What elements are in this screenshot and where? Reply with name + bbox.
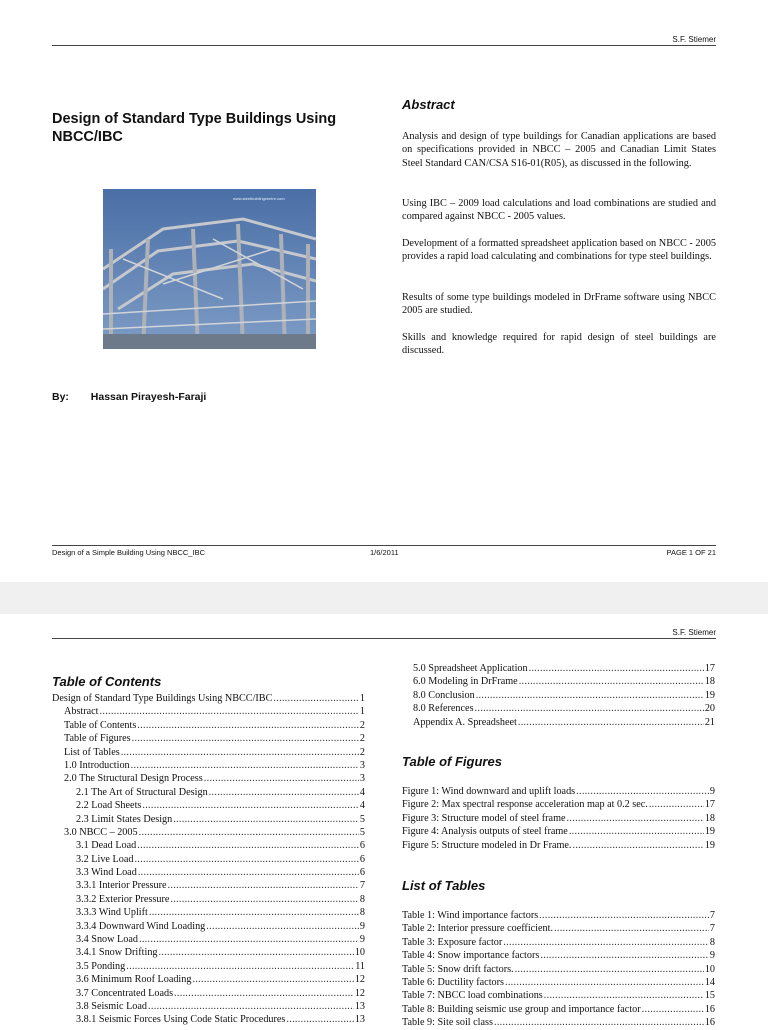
- dot-leader: [476, 689, 704, 702]
- toc-entry-title: Table of Contents: [64, 719, 137, 731]
- figure-entry-page-number: 17: [704, 799, 715, 811]
- figure-entry[interactable]: [402, 812, 715, 825]
- table-entry-title: Table 5: Snow drift factors.: [402, 963, 514, 975]
- toc-entry[interactable]: [52, 813, 365, 826]
- toc-entry-title: 2.3 Limit States Design: [76, 813, 173, 825]
- toc-heading: Table of Contents: [52, 674, 162, 689]
- table-entry[interactable]: [402, 909, 715, 922]
- table-entry-page-number: 15: [704, 990, 715, 1002]
- dot-leader: [576, 785, 709, 798]
- toc-entry-title: 5.0 Spreadsheet Application: [413, 663, 528, 674]
- figures-heading: Table of Figures: [402, 754, 502, 769]
- table-entry-title: Table 7: NBCC load combinations: [402, 990, 543, 1002]
- table-entry-page-number: 7: [709, 923, 715, 935]
- byline: [52, 391, 206, 403]
- abstract-paragraph-4: Results of some type buildings modeled in DrFrame software using NBCC 2005 are studied.: [402, 292, 716, 317]
- dot-leader: [273, 692, 359, 705]
- toc-entry[interactable]: [52, 692, 365, 705]
- figure-entry[interactable]: [402, 825, 715, 838]
- toc-entry-page-number: 3: [359, 759, 365, 771]
- dot-leader: [567, 812, 704, 825]
- table-entry[interactable]: [402, 989, 715, 1002]
- table-entry-title: Table 3: Exposure factor: [402, 936, 503, 948]
- toc-entry-page-number: 9: [359, 934, 365, 946]
- toc-entry-title: Appendix A. Spreadsheet: [413, 716, 517, 728]
- toc-entry-page-number: 3: [359, 773, 365, 785]
- by-label: By:: [52, 391, 69, 403]
- figure-entry[interactable]: [402, 785, 715, 798]
- toc-entry-page-number: 5: [359, 813, 365, 825]
- photo-watermark: www.steelbuildingcentre.com: [233, 196, 285, 201]
- abstract-heading: Abstract: [402, 97, 455, 112]
- toc-entry[interactable]: [52, 772, 365, 785]
- toc-entry-page-number: 20: [704, 703, 715, 715]
- toc-entry[interactable]: [52, 879, 365, 892]
- table-entry-page-number: 14: [704, 976, 715, 988]
- dot-leader: [132, 732, 359, 745]
- figure-entry-title: Figure 3: Structure model of steel frame: [402, 812, 566, 824]
- dot-leader: [204, 772, 359, 785]
- toc-entry[interactable]: [52, 839, 365, 852]
- toc-entry-page-number: 11: [355, 960, 365, 972]
- dot-leader: [159, 946, 354, 959]
- table-entry[interactable]: [402, 936, 715, 949]
- toc-entry[interactable]: [52, 759, 365, 772]
- toc-entry-page-number: 12: [354, 974, 365, 986]
- toc-entry[interactable]: [413, 716, 715, 729]
- table-entry-page-number: 16: [704, 1017, 715, 1029]
- abstract-paragraph-3: Development of a formatted spreadsheet application based on NBCC - 2005 provides a rapid load calculating and combinations for type steel buildings.: [402, 238, 716, 263]
- dot-leader: [518, 716, 704, 729]
- toc-entry-title: Design of Standard Type Buildings Using NBCC/IBC: [52, 693, 273, 704]
- abstract-paragraph-2: Using IBC – 2009 load calculations and load combinations are studied and compared against NBCC - 2005 values.: [402, 198, 716, 223]
- toc-entry-title: 3.2 Live Load: [76, 853, 134, 865]
- toc-entry-title: 3.6 Minimum Roof Loading: [76, 974, 192, 986]
- header-rule: [52, 45, 716, 46]
- table-entry-page-number: 7: [709, 910, 715, 921]
- toc-entry-title: 8.0 References: [413, 703, 474, 715]
- toc-entry-title: 1.0 Introduction: [64, 759, 130, 771]
- toc-list: [52, 692, 365, 1027]
- toc-entry-title: 2.2 Load Sheets: [76, 800, 142, 812]
- toc-entry-title: 3.8 Seismic Load: [76, 1000, 148, 1012]
- toc-entry[interactable]: [52, 933, 365, 946]
- toc-entry-title: 3.3.3 Wind Uplift: [76, 907, 148, 919]
- table-entry[interactable]: [402, 976, 715, 989]
- dot-leader: [139, 933, 359, 946]
- header-author-2: S.F. Stiemer: [672, 628, 716, 637]
- dot-leader: [554, 922, 709, 935]
- table-entry-page-number: 16: [704, 1003, 715, 1015]
- figure-entry-page-number: 19: [704, 839, 715, 851]
- abstract-paragraph-1: Analysis and design of type buildings for Canadian applications are based on specifications provided in NBCC – 2005 and Canadian Limit States Steel Standard CAN/CSA S16-01(R05), as discussed in the following.: [402, 131, 716, 169]
- tables-list: [402, 909, 715, 1030]
- toc-entry-page-number: 1: [359, 693, 365, 704]
- toc-entry-page-number: 17: [704, 663, 715, 674]
- toc-entry-title: 3.3.1 Interior Pressure: [76, 880, 167, 892]
- toc-entry[interactable]: [52, 1000, 365, 1013]
- toc-entry-title: 3.4.1 Snow Drifting: [76, 947, 158, 959]
- toc-entry-page-number: 6: [359, 840, 365, 852]
- dot-leader: [170, 893, 359, 906]
- dot-leader: [539, 909, 709, 922]
- figure-entry-page-number: 9: [709, 786, 715, 797]
- dot-leader: [540, 949, 709, 962]
- table-entry-title: Table 9: Site soil class: [402, 1017, 493, 1029]
- dot-leader: [148, 1000, 354, 1013]
- toc-entry-page-number: 8: [359, 907, 365, 919]
- figure-entry-page-number: 18: [704, 812, 715, 824]
- toc-entry[interactable]: [52, 719, 365, 732]
- table-entry[interactable]: [402, 949, 715, 962]
- dot-leader: [505, 976, 704, 989]
- header-author: S.F. Stiemer: [672, 35, 716, 44]
- toc-entry[interactable]: [52, 786, 365, 799]
- dot-leader: [168, 879, 359, 892]
- dot-leader: [139, 826, 359, 839]
- building-photo: [103, 189, 316, 349]
- toc-entry-page-number: 7: [359, 880, 365, 892]
- toc-entry-page-number: 13: [354, 1000, 365, 1012]
- toc-entry[interactable]: [52, 973, 365, 986]
- figure-entry-title: Figure 5: Structure modeled in Dr Frame.: [402, 839, 572, 851]
- dot-leader: [286, 1013, 353, 1026]
- dot-leader: [131, 759, 359, 772]
- toc-entry[interactable]: [413, 675, 715, 688]
- toc-entry-page-number: 10: [354, 947, 365, 959]
- toc-entry-title: Abstract: [64, 706, 99, 718]
- footer-date: 1/6/2011: [370, 548, 399, 557]
- toc-entry-title: 3.4 Snow Load: [76, 934, 138, 946]
- dot-leader: [126, 960, 354, 973]
- toc-entry[interactable]: [52, 732, 365, 745]
- table-entry-page-number: 8: [709, 936, 715, 948]
- toc-entry-title: 3.3.2 Exterior Pressure: [76, 893, 170, 905]
- dot-leader: [649, 798, 704, 811]
- table-entry-title: Table 1: Wind importance factors: [402, 910, 539, 921]
- author-name: Hassan Pirayesh-Faraji: [90, 391, 207, 403]
- dot-leader: [142, 799, 359, 812]
- toc-entry-page-number: 18: [704, 676, 715, 688]
- toc-entry-title: Table of Figures: [64, 733, 131, 745]
- dot-leader: [134, 853, 358, 866]
- toc-entry-title: 3.8.1 Seismic Forces Using Code Static Procedures: [76, 1014, 286, 1026]
- toc-entry[interactable]: [52, 866, 365, 879]
- dot-leader: [515, 963, 704, 976]
- toc-entry-page-number: 9: [359, 920, 365, 932]
- toc-entry-page-number: 4: [359, 786, 365, 798]
- table-entry-page-number: 10: [704, 963, 715, 975]
- dot-leader: [100, 705, 359, 718]
- steel-frame-image: [103, 189, 316, 349]
- toc-entry[interactable]: [52, 1013, 365, 1026]
- header-rule-2: [52, 638, 716, 639]
- figure-entry-page-number: 19: [704, 826, 715, 838]
- table-entry-title: Table 2: Interior pressure coefficient.: [402, 923, 553, 935]
- figure-entry[interactable]: [402, 798, 715, 811]
- toc-entry[interactable]: [413, 662, 715, 675]
- toc-entry-page-number: 19: [704, 689, 715, 701]
- footer-rule: [52, 545, 716, 546]
- toc-entry-page-number: 12: [354, 987, 365, 999]
- dot-leader: [519, 675, 704, 688]
- toc-entry[interactable]: [52, 853, 365, 866]
- toc-entry[interactable]: [52, 826, 365, 839]
- toc-entry-title: 3.5 Ponding: [76, 960, 126, 972]
- toc-entry[interactable]: [52, 746, 365, 759]
- dot-leader: [209, 786, 359, 799]
- dot-leader: [544, 989, 704, 1002]
- toc-entry-page-number: 13: [354, 1014, 365, 1026]
- toc-entry-page-number: 4: [359, 800, 365, 812]
- abstract-paragraph-5: Skills and knowledge required for rapid design of steel buildings are discussed.: [402, 332, 716, 357]
- dot-leader: [173, 813, 359, 826]
- toc-entry-title: 2.0 The Structural Design Process: [64, 773, 203, 785]
- table-entry[interactable]: [402, 963, 715, 976]
- toc-entry[interactable]: [52, 799, 365, 812]
- toc-entry-page-number: 1: [359, 706, 365, 718]
- dot-leader: [137, 719, 359, 732]
- toc-entry[interactable]: [413, 689, 715, 702]
- table-entry[interactable]: [402, 922, 715, 935]
- dot-leader: [572, 839, 703, 852]
- toc-entry[interactable]: [52, 946, 365, 959]
- table-entry-page-number: 9: [709, 950, 715, 962]
- dot-leader: [503, 936, 709, 949]
- dot-leader: [138, 866, 359, 879]
- toc-entry-page-number: 2: [359, 719, 365, 731]
- figure-entry-title: Figure 1: Wind downward and uplift loads: [402, 786, 576, 797]
- toc-entry-title: 6.0 Modeling in DrFrame: [413, 676, 518, 688]
- table-entry[interactable]: [402, 1016, 715, 1029]
- toc-entry[interactable]: [52, 987, 365, 1000]
- toc-entry[interactable]: [52, 705, 365, 718]
- dot-leader: [494, 1016, 704, 1029]
- dot-leader: [642, 1003, 704, 1016]
- figure-entry-title: Figure 2: Max spectral response acceleration map at 0.2 sec.: [402, 799, 648, 811]
- dot-leader: [475, 702, 704, 715]
- table-entry[interactable]: [402, 1003, 715, 1016]
- dot-leader: [529, 662, 704, 675]
- toc-entry-page-number: 6: [359, 867, 365, 879]
- dot-leader: [192, 973, 353, 986]
- toc-entry[interactable]: [52, 960, 365, 973]
- dot-leader: [137, 839, 359, 852]
- toc-entry-page-number: 2: [359, 746, 365, 758]
- toc-entry-page-number: 21: [704, 716, 715, 728]
- document-title: Design of Standard Type Buildings Using NBCC/IBC: [52, 111, 337, 145]
- toc-entry-title: 3.1 Dead Load: [76, 840, 137, 852]
- toc-entry-title: List of Tables: [64, 746, 120, 758]
- toc-entry-page-number: 8: [359, 893, 365, 905]
- dot-leader: [206, 920, 359, 933]
- toc-entry[interactable]: [52, 920, 365, 933]
- toc-entry-title: 3.7 Concentrated Loads: [76, 987, 174, 999]
- dot-leader: [174, 987, 354, 1000]
- toc-entry-title: 3.3.4 Downward Wind Loading: [76, 920, 206, 932]
- footer-left: Design of a Simple Building Using NBCC_IBC: [52, 548, 205, 557]
- toc-entry-title: 3.3 Wind Load: [76, 867, 137, 879]
- toc-entry-title: 2.1 The Art of Structural Design: [76, 786, 208, 798]
- figure-entry[interactable]: [402, 839, 715, 852]
- toc-entry[interactable]: [52, 906, 365, 919]
- table-entry-title: Table 6: Ductility factors: [402, 976, 504, 988]
- page-gap: [0, 582, 768, 614]
- dot-leader: [149, 906, 359, 919]
- toc-entry[interactable]: [52, 893, 365, 906]
- figure-entry-title: Figure 4: Analysis outputs of steel frame: [402, 826, 568, 838]
- figures-list: [402, 785, 715, 852]
- table-entry-title: Table 8: Building seismic use group and importance factor: [402, 1003, 641, 1015]
- tables-heading: List of Tables: [402, 878, 486, 893]
- dot-leader: [121, 746, 359, 759]
- toc-entry[interactable]: [413, 702, 715, 715]
- dot-leader: [569, 825, 704, 838]
- table-entry-title: Table 4: Snow importance factors: [402, 950, 540, 962]
- toc-entry-title: 8.0 Conclusion: [413, 689, 475, 701]
- toc-entry-title: 3.0 NBCC – 2005: [64, 826, 138, 838]
- footer-page: PAGE 1 OF 21: [666, 548, 716, 557]
- toc-entry-page-number: 6: [359, 853, 365, 865]
- toc-entry-page-number: 5: [359, 826, 365, 838]
- toc-entry-page-number: 2: [359, 733, 365, 745]
- toc-list-continued: [413, 662, 715, 729]
